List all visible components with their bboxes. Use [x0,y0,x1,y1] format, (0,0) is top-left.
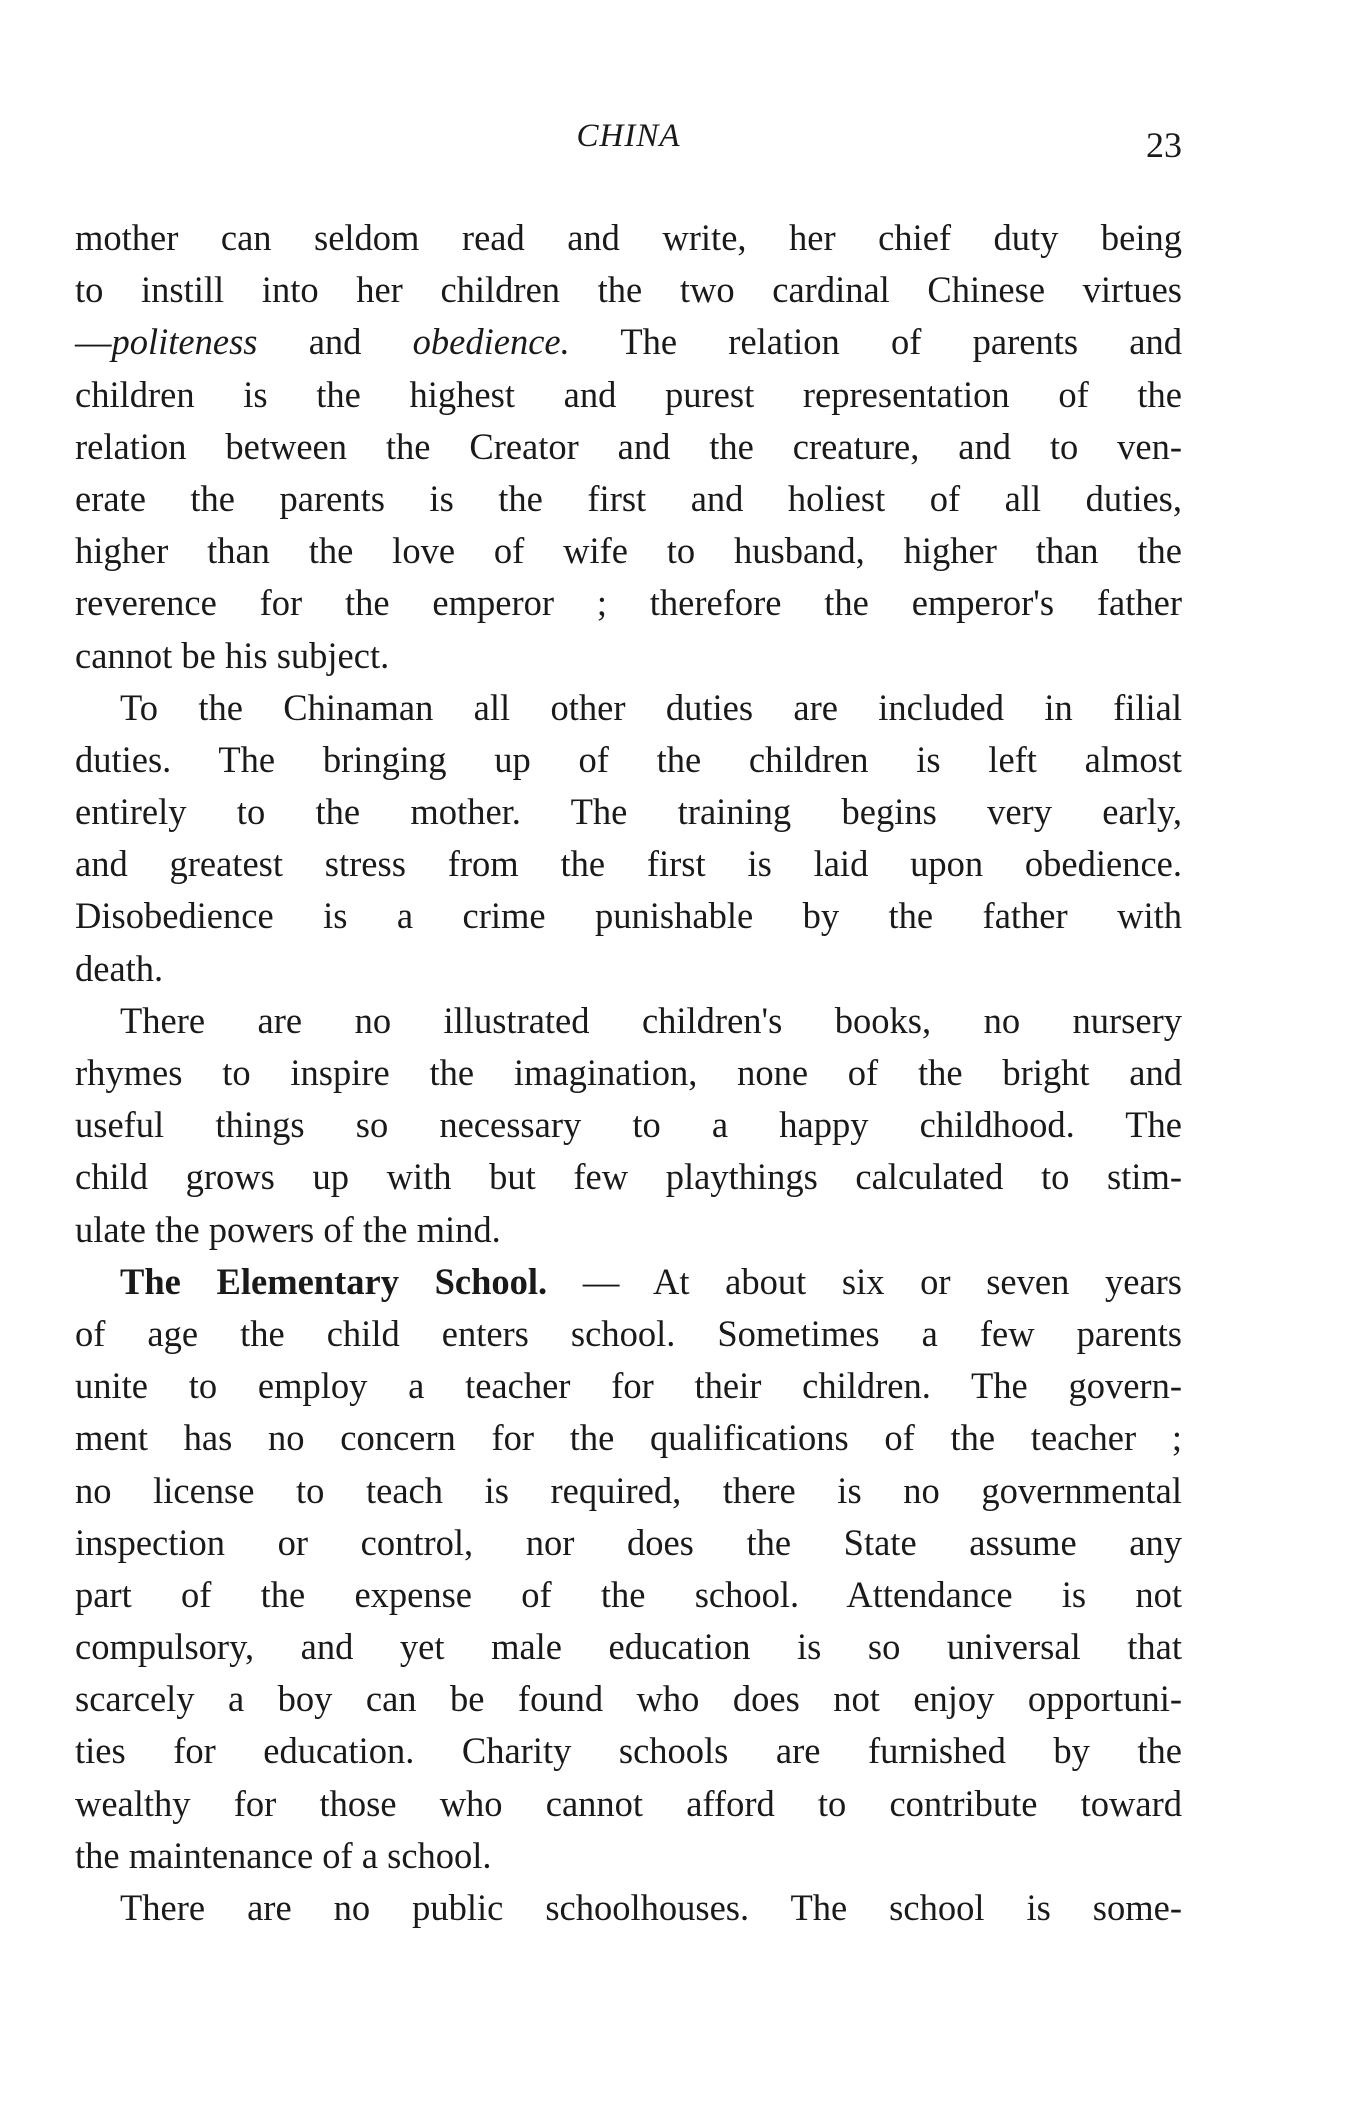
text-run: compulsory, and yet male education is so universal that [75,1626,1182,1668]
text-line [75,264,1182,316]
emphasis: politeness [111,321,258,363]
paragraph [75,1882,1182,1934]
text-line [75,1882,1182,1934]
text-line [75,630,1182,682]
text-line [75,1412,1182,1464]
paragraph [75,995,1182,1256]
text-run: duties. The bringing up of the children is left almost [75,738,1182,780]
text-run: reverence for the emperor ; therefore the emperor's father [75,582,1182,624]
text-run: ment has no concern for the qualifications of the teacher ; [75,1417,1182,1459]
text-run: wealthy for those who cannot afford to contribute toward [75,1782,1182,1824]
text-line [75,1256,1182,1308]
text-run: useful things so necessary to a happy childhood. The [75,1104,1182,1146]
running-title: CHINA [576,118,681,154]
text-run: ties for education. Charity schools are furnished by the [75,1730,1182,1772]
text-line [75,525,1182,577]
text-line [75,890,1182,942]
text-line [75,212,1182,264]
text-run: The relation of parents and [569,321,1183,363]
paragraph [75,682,1182,995]
text-run: to instill into her children the two cardinal Chinese virtues [75,269,1182,311]
text-line [75,1725,1182,1777]
body-text [75,212,1182,1934]
text-line [75,1517,1182,1569]
text-run: mother can seldom read and write, her chief duty being [75,217,1182,258]
text-line [75,734,1182,786]
text-line [75,1569,1182,1621]
text-run: of age the child enters school. Sometimes a few parents [75,1312,1182,1354]
text-line [75,786,1182,838]
text-line [75,838,1182,890]
text-line [75,1308,1182,1360]
text-run: There are no illustrated children's books, no nursery [120,999,1182,1041]
text-line [75,316,1182,368]
text-run: There are no public schoolhouses. The school is some- [120,1887,1182,1928]
text-line [75,1047,1182,1099]
emphasis: obedience. [412,321,570,363]
text-line [75,1099,1182,1151]
text-line [75,473,1182,525]
text-line [75,1204,1182,1256]
text-run: children is the highest and purest representation of the [75,373,1182,415]
section-heading: The Elementary School. [120,1260,548,1302]
text-run: and [257,321,413,363]
text-line [75,421,1182,473]
text-line [75,1360,1182,1412]
text-run: cannot be his subject. [75,634,390,676]
text-run: unite to employ a teacher for their children. The govern- [75,1365,1182,1407]
text-line [75,1830,1182,1882]
text-line [75,943,1182,995]
text-run: no license to teach is required, there is no governmental [75,1469,1182,1511]
paragraph [75,212,1182,682]
text-line [75,682,1182,734]
text-line [75,577,1182,629]
text-line [75,1673,1182,1725]
text-run: ulate the powers of the mind. [75,1208,501,1250]
text-run: higher than the love of wife to husband, higher than the [75,530,1182,572]
text-run: entirely to the mother. The training begins very early, [75,791,1182,833]
text-run: relation between the Creator and the creature, and to ven- [75,425,1182,467]
text-run: death. [75,947,164,989]
text-run: To the Chinaman all other duties are included in filial [120,686,1182,728]
text-line [75,995,1182,1047]
text-run: inspection or control, nor does the State assume any [75,1521,1182,1563]
running-header [75,118,1182,168]
text-run: rhymes to inspire the imagination, none of the bright and [75,1052,1182,1093]
text-run: scarcely a boy can be found who does not enjoy opportuni- [75,1678,1182,1720]
text-run: part of the expense of the school. Attendance is not [75,1573,1182,1615]
text-run: the maintenance of a school. [75,1834,492,1876]
text-line [75,1621,1182,1673]
paragraph [75,1256,1182,1882]
text-line [75,1778,1182,1830]
text-line [75,1465,1182,1517]
text-line [75,369,1182,421]
text-run: child grows up with but few playthings calculated to stim- [75,1156,1182,1198]
page-number: 23 [1146,125,1182,165]
text-line [75,1151,1182,1203]
text-run: erate the parents is the first and holiest of all duties, [75,477,1182,519]
text-run: — At about six or seven years [547,1260,1182,1302]
text-run: Disobedience is a crime punishable by the father with [75,895,1182,937]
text-run: and greatest stress from the first is laid upon obedience. [75,843,1182,885]
text-run: — [75,321,112,363]
